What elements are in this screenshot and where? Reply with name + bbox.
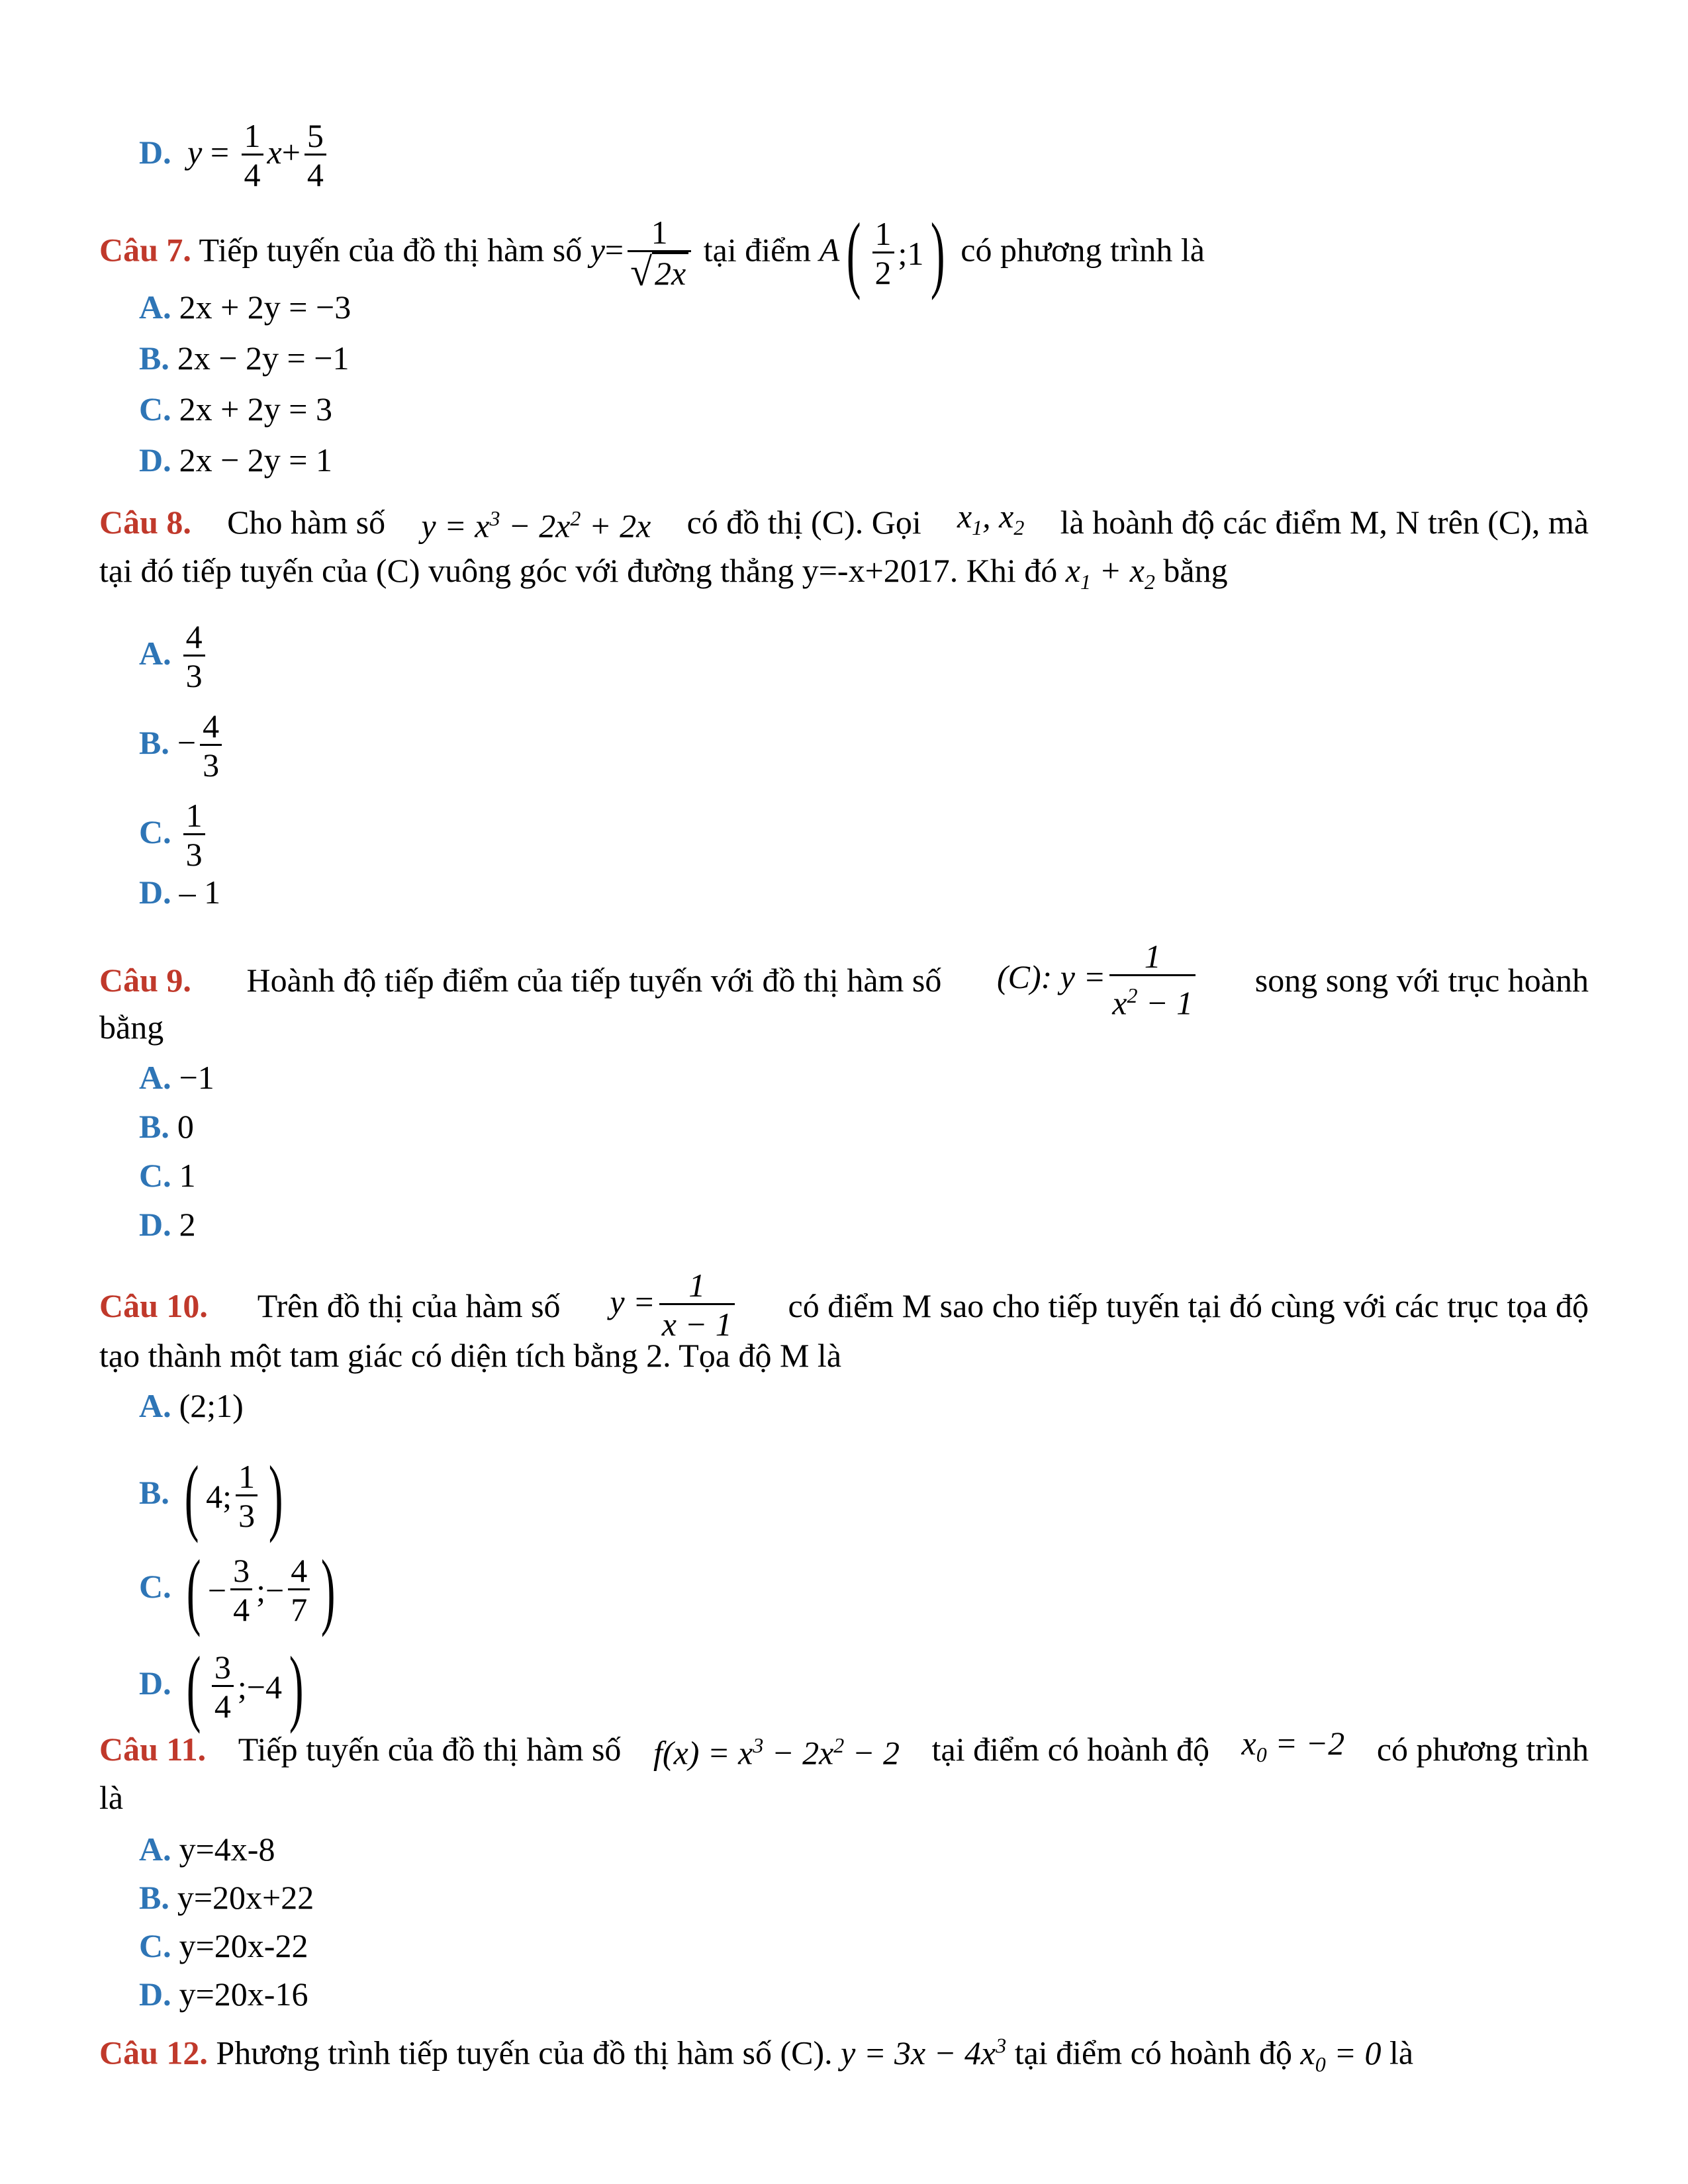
subscript: 1 bbox=[1080, 570, 1091, 594]
math-eq: = bbox=[604, 231, 624, 269]
numerator: 5 bbox=[306, 117, 324, 154]
expr-part: = 0 bbox=[1325, 2034, 1382, 2071]
question-11-line-2 bbox=[99, 1778, 1589, 1817]
expr-part: : y = bbox=[1041, 958, 1106, 995]
var: , x bbox=[982, 498, 1014, 535]
question-text: tại đó tiếp tuyến của (C) vuông góc với đường thẳng y=-x+2017. Khi đó bbox=[99, 552, 1058, 589]
option-label: A. bbox=[139, 1387, 171, 1424]
expr-part: + 2x bbox=[581, 507, 651, 545]
question-text: có phương trình là bbox=[961, 231, 1205, 269]
sign: − bbox=[177, 723, 197, 761]
parenthesized-point: ( $\frac{3}{4}$ ;−4 ) bbox=[186, 1639, 304, 1735]
q9-option-d[interactable] bbox=[139, 1205, 196, 1244]
subscript: 2 bbox=[1013, 516, 1025, 539]
option-label: B. bbox=[139, 1879, 169, 1916]
numerator: 1 bbox=[244, 117, 261, 154]
function-expr bbox=[841, 2034, 1006, 2071]
numerator: 1 bbox=[874, 214, 892, 252]
fraction bbox=[183, 619, 205, 695]
option-text: 2 bbox=[179, 1206, 196, 1243]
option-label: D. bbox=[139, 441, 171, 478]
expr-part: − 2 bbox=[844, 1734, 900, 1772]
var: + x bbox=[1090, 552, 1145, 589]
parenthesized-point: ( − $\frac{3}{4}$ ;− $\frac{4}{7}$ ) bbox=[186, 1543, 336, 1638]
numerator: 4 bbox=[203, 707, 220, 745]
q8-option-a[interactable] bbox=[139, 619, 209, 695]
question-8 bbox=[99, 496, 1589, 547]
q7-option-c[interactable] bbox=[139, 389, 332, 429]
option-text: 2x − 2y = −1 bbox=[177, 340, 350, 377]
option-text: y=4x-8 bbox=[179, 1831, 275, 1868]
point-name: A bbox=[819, 231, 840, 269]
expr-part: = −2 bbox=[1266, 1725, 1345, 1762]
question-text: Trên đồ thị của hàm số bbox=[257, 1287, 561, 1324]
subscript: 1 bbox=[972, 516, 983, 539]
subscript: 2 bbox=[1144, 570, 1155, 594]
q7-option-a[interactable] bbox=[139, 287, 351, 327]
question-text: bằng bbox=[99, 1009, 164, 1046]
option-text: 2x + 2y = 3 bbox=[179, 390, 333, 428]
var: x bbox=[1241, 1725, 1256, 1762]
q10-option-b[interactable] bbox=[139, 1449, 290, 1544]
question-10 bbox=[99, 1267, 1589, 1343]
q7-option-d[interactable] bbox=[139, 440, 332, 480]
fraction bbox=[212, 1649, 234, 1725]
option-label: B. bbox=[139, 1474, 169, 1512]
question-text: Tiếp tuyến của đồ thị hàm số bbox=[238, 1730, 622, 1768]
x0-expr bbox=[1300, 2034, 1382, 2076]
parenthesized-point: ( 4; $\frac{1}{3}$ ) bbox=[184, 1449, 283, 1544]
question-text: có đồ thị (C). Gọi bbox=[686, 503, 921, 541]
option-text: 2x + 2y = −3 bbox=[179, 289, 352, 326]
question-8-line-2 bbox=[99, 551, 1589, 602]
expr-part: y = bbox=[610, 1283, 655, 1320]
option-text: −1 bbox=[179, 1059, 214, 1096]
numerator: 1 bbox=[238, 1457, 256, 1495]
coord: 4; bbox=[206, 1478, 232, 1515]
fraction bbox=[288, 1553, 310, 1629]
q9-option-b[interactable] bbox=[139, 1107, 194, 1146]
q9-option-a[interactable] bbox=[139, 1058, 214, 1097]
func-name: f bbox=[653, 1734, 663, 1772]
option-text: – 1 bbox=[179, 874, 221, 911]
sum-expr bbox=[1065, 552, 1155, 594]
question-10-line-2 bbox=[99, 1336, 1589, 1375]
exponent: 3 bbox=[753, 1733, 764, 1757]
numerator: 1 bbox=[185, 797, 203, 834]
option-label: A. bbox=[139, 1059, 171, 1096]
q8-option-b[interactable] bbox=[139, 708, 226, 784]
numerator: 1 bbox=[651, 213, 668, 251]
option-text: 0 bbox=[177, 1108, 194, 1145]
curve-name: C bbox=[1008, 958, 1030, 995]
q11-option-b[interactable] bbox=[139, 1878, 314, 1917]
question-text: bằng bbox=[1163, 552, 1228, 589]
question-text: Cho hàm số bbox=[227, 503, 386, 541]
fraction bbox=[230, 1553, 252, 1629]
q10-option-d[interactable] bbox=[139, 1639, 310, 1735]
radicand: 2x bbox=[652, 252, 688, 293]
denominator: x − 1 bbox=[659, 1303, 735, 1343]
var: x bbox=[1300, 2034, 1315, 2071]
question-number: Câu 12. bbox=[99, 2034, 208, 2071]
denominator: 2 bbox=[872, 251, 894, 292]
numerator: 3 bbox=[214, 1648, 231, 1686]
question-number: Câu 8. bbox=[99, 503, 191, 541]
numerator: 1 bbox=[1144, 938, 1161, 975]
variables bbox=[957, 496, 1024, 547]
function-expr: $f(x) = x^3 - 2x^2 - 2$ bbox=[653, 1733, 900, 1772]
option-label: D. bbox=[139, 874, 171, 911]
option-label: D. bbox=[139, 1976, 171, 2013]
expr-part: − 2x bbox=[763, 1734, 834, 1772]
option-text: y=20x+22 bbox=[177, 1879, 314, 1916]
option-label: B. bbox=[139, 723, 169, 761]
option-text: (2;1) bbox=[179, 1387, 244, 1424]
denominator: 3 bbox=[183, 833, 205, 874]
separator: ;− bbox=[256, 1572, 285, 1609]
question-12 bbox=[99, 2025, 1589, 2084]
x0-expr bbox=[1242, 1723, 1345, 1774]
exponent: 2 bbox=[570, 506, 581, 530]
q11-option-a[interactable] bbox=[139, 1829, 275, 1869]
fraction bbox=[242, 118, 263, 194]
question-text: là hoành độ các điểm M, N trên (C), mà bbox=[1060, 503, 1589, 541]
var: x bbox=[673, 1734, 688, 1772]
question-text: tại điểm có hoành độ bbox=[1014, 2034, 1293, 2071]
expr-part: y = 3x − 4x bbox=[841, 2034, 996, 2071]
option-label: C. bbox=[139, 1927, 171, 1964]
expr-part: = x bbox=[699, 1734, 753, 1772]
denominator: 3 bbox=[183, 655, 205, 695]
question-text: Phương trình tiếp tuyến của đồ thị hàm số (C). bbox=[216, 2034, 833, 2071]
question-text: là bbox=[1389, 2034, 1414, 2071]
question-number: Câu 10. bbox=[99, 1287, 208, 1324]
var: x bbox=[957, 498, 972, 535]
var: x bbox=[1065, 552, 1080, 589]
option-text: y=20x-16 bbox=[179, 1976, 308, 2013]
denominator: 4 bbox=[305, 154, 326, 194]
denominator: 4 bbox=[230, 1588, 252, 1629]
expr-part: − 2x bbox=[500, 507, 571, 545]
denominator: 7 bbox=[288, 1588, 310, 1629]
question-text: có điểm M sao cho tiếp tuyến tại đó cùng với các trục tọa độ bbox=[788, 1287, 1589, 1324]
point-rest: ;1 bbox=[898, 235, 924, 272]
parenthesized-point: ( $\frac{1}{2}$ ;1 ) bbox=[847, 206, 945, 301]
denominator: 4 bbox=[242, 154, 263, 194]
option-label: A. bbox=[139, 634, 171, 672]
option-label: B. bbox=[139, 1108, 169, 1145]
option-label: D. bbox=[139, 133, 171, 171]
function-expr bbox=[610, 1267, 738, 1343]
coord: ;−4 bbox=[237, 1668, 282, 1706]
denominator: 4 bbox=[212, 1685, 234, 1725]
numerator: 4 bbox=[185, 618, 203, 655]
option-label: C. bbox=[139, 390, 171, 428]
q9-option-c[interactable] bbox=[139, 1156, 196, 1195]
math-plus: + bbox=[281, 133, 301, 171]
fraction bbox=[236, 1459, 258, 1535]
function-expr bbox=[421, 498, 651, 546]
var: x bbox=[1112, 984, 1127, 1022]
option-text: 2x − 2y = 1 bbox=[179, 441, 333, 478]
math-x: x bbox=[267, 133, 282, 171]
q8-option-d[interactable] bbox=[139, 872, 220, 912]
subscript: 0 bbox=[1315, 2052, 1326, 2076]
denominator: 3 bbox=[200, 744, 222, 784]
math-eq: = bbox=[210, 133, 230, 171]
subscript: 0 bbox=[1256, 1743, 1267, 1766]
sqrt bbox=[630, 252, 688, 293]
q11-option-c[interactable] bbox=[139, 1926, 308, 1966]
question-9-line-2 bbox=[99, 1007, 1589, 1047]
question-number: Câu 7. bbox=[99, 231, 191, 269]
fraction bbox=[200, 708, 222, 784]
prev-option-d[interactable] bbox=[139, 118, 330, 194]
denominator: 3 bbox=[236, 1494, 258, 1535]
q8-option-c[interactable] bbox=[139, 797, 209, 874]
option-label: C. bbox=[139, 1157, 171, 1194]
option-label: C. bbox=[139, 1568, 171, 1606]
math-y: y bbox=[590, 231, 605, 269]
expr-part: − 1 bbox=[1137, 984, 1194, 1022]
expr-part: y = x bbox=[421, 507, 490, 545]
exponent: 2 bbox=[833, 1733, 845, 1757]
q11-option-d[interactable] bbox=[139, 1974, 308, 2014]
question-text: tạo thành một tam giác có diện tích bằng 2. Tọa độ M là bbox=[99, 1337, 842, 1374]
option-text: y=20x-22 bbox=[179, 1927, 308, 1964]
option-label: C. bbox=[139, 813, 171, 850]
fraction bbox=[872, 216, 894, 292]
exponent: 2 bbox=[1127, 983, 1138, 1007]
numerator: 3 bbox=[233, 1551, 250, 1589]
q7-option-b[interactable] bbox=[139, 338, 349, 378]
math-y: y bbox=[187, 133, 203, 171]
question-7 bbox=[99, 206, 1589, 301]
fraction bbox=[305, 118, 326, 194]
numerator: 1 bbox=[688, 1267, 706, 1304]
option-label: A. bbox=[139, 1831, 171, 1868]
fraction bbox=[183, 797, 205, 874]
option-label: D. bbox=[139, 1206, 171, 1243]
question-number: Câu 9. bbox=[99, 962, 191, 999]
question-text: có phương trình bbox=[1376, 1730, 1589, 1768]
question-text: Hoành độ tiếp điểm của tiếp tuyến với đồ thị hàm số bbox=[246, 962, 942, 999]
q10-option-c[interactable] bbox=[139, 1543, 343, 1638]
denominator bbox=[628, 250, 691, 293]
question-text: tại điểm có hoành độ bbox=[931, 1730, 1209, 1768]
sign: − bbox=[207, 1572, 227, 1609]
fraction bbox=[628, 214, 691, 293]
option-label: D. bbox=[139, 1664, 171, 1702]
function-expr: (C): y = $\frac{1}{x^2 - 1}$ bbox=[997, 938, 1199, 1023]
option-label: A. bbox=[139, 289, 171, 326]
numerator: 4 bbox=[291, 1551, 308, 1589]
fraction bbox=[659, 1267, 735, 1343]
question-text: Tiếp tuyến của đồ thị hàm số bbox=[199, 231, 583, 269]
question-text: song song với trục hoành bbox=[1254, 962, 1589, 999]
question-11 bbox=[99, 1723, 1589, 1774]
exponent: 3 bbox=[489, 506, 500, 530]
q10-option-a[interactable] bbox=[139, 1386, 244, 1426]
option-text: 1 bbox=[179, 1157, 196, 1194]
option-label: B. bbox=[139, 340, 169, 377]
exponent: 3 bbox=[996, 2033, 1007, 2057]
radical-sign: √ bbox=[630, 250, 653, 294]
question-text: tại điểm bbox=[703, 231, 812, 269]
question-text: là bbox=[99, 1779, 124, 1816]
question-number: Câu 11. bbox=[99, 1730, 207, 1768]
